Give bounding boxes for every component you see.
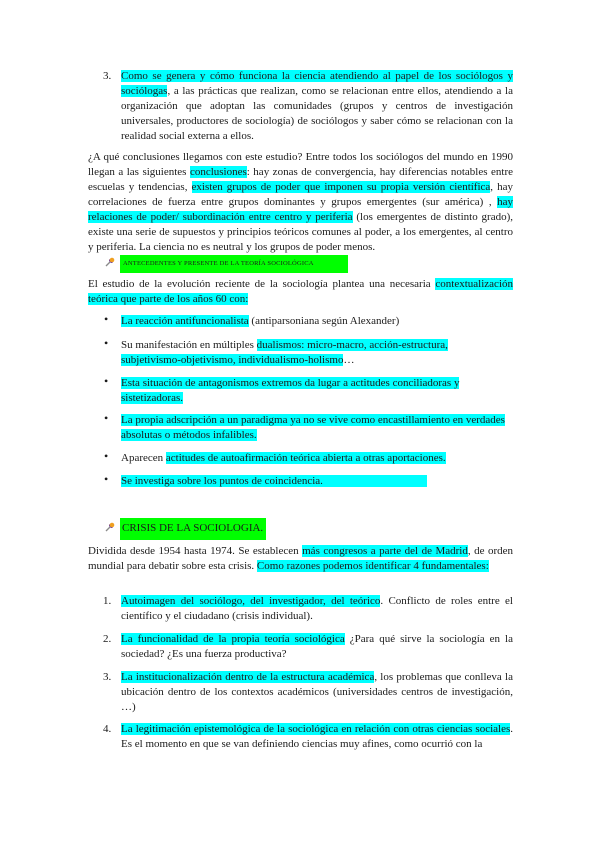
highlight: Se investiga sobre los puntos de coincidencia.	[121, 475, 427, 487]
text: ¿A qué conclusiones llegamos con este estudio? Entre todos los sociólogos del mundo en 1990 llegan a las siguientes	[88, 151, 513, 178]
bullet-dot: •	[104, 374, 109, 388]
text: . Conflicto de roles entre el científico y el ciudadano (crisis individual).	[121, 595, 513, 622]
highlight: La funcionalidad de la propia teoría sociológica	[121, 633, 345, 645]
text: , los problemas que conlleva la ubicación dentro de los contextos académicos (universidades centros de investigación, …)	[121, 671, 513, 713]
bullet-item	[121, 413, 513, 443]
text: : hay zonas de convergencia, hay diferencias notables entre escuelas y tendencias,	[88, 166, 513, 193]
highlight: más congresos a parte del de Madrid	[302, 545, 468, 557]
section-heading	[104, 518, 266, 540]
highlight: Como razones podemos identificar 4 fundamentales:	[256, 560, 489, 572]
highlight: conclusiones	[189, 166, 247, 178]
bullet-item	[121, 474, 513, 489]
paragraph	[88, 277, 513, 307]
highlight: Esta situación de antagonismos extremos da lugar a actitudes conciliadoras y sistetizadoras.	[121, 377, 460, 404]
list-item-text	[121, 722, 513, 752]
highlight: La legitimación epistemológica de la sociológica en relación con otras ciencias sociales	[121, 723, 511, 735]
text: Dividida desde 1954 hasta 1974. Se establecen	[88, 545, 303, 557]
text: (antiparsoniana según Alexander)	[248, 315, 400, 327]
section-heading	[104, 255, 348, 273]
list-item-text	[121, 594, 513, 624]
list-item-text	[121, 69, 513, 144]
highlight: actitudes de autoafirmación teórica abierta a otras aportaciones.	[165, 452, 446, 464]
list-number: 4.	[103, 723, 112, 735]
bullet-dot: •	[104, 449, 109, 463]
highlight: dualismos: micro-macro, acción-estructura, subjetivismo-objetivismo, individualismo-holismo	[121, 339, 448, 366]
text: , de orden mundial para debatir sobre esta crisis.	[88, 545, 513, 572]
text: , hay correlaciones de fuerza entre grupos dominantes y grupos emergentes (sur américa) ,	[88, 181, 514, 208]
highlight: Autoimagen del sociólogo, del investigador, del teórico	[121, 595, 381, 607]
list-number: 3.	[103, 70, 112, 82]
bullet-dot: •	[104, 336, 109, 350]
text: Su manifestación en múltiples	[121, 339, 257, 351]
pushpin-icon	[104, 256, 116, 273]
list-number: 1.	[103, 595, 112, 607]
list-number: 2.	[103, 633, 112, 645]
text: Aparecen	[121, 452, 166, 464]
highlight: Como se genera y cómo funciona la ciencia atendiendo al papel de los sociólogos y sociólogas	[121, 70, 513, 97]
text: El estudio de la evolución reciente de la sociología plantea una necesaria	[88, 278, 436, 290]
heading-text: CRISIS DE LA SOCIOLOGIA.	[120, 518, 266, 540]
text: . Es el momento en que se van definiendo ciencias muy afines, como ocurrió con la	[121, 723, 513, 750]
highlight: La institucionalización dentro de la estructura académica	[121, 671, 375, 683]
text: …	[343, 354, 355, 366]
highlight: existen grupos de poder que imponen su propia versión científica	[191, 181, 491, 193]
bullet-dot: •	[104, 312, 109, 326]
highlight: La propia adscripción a un paradigma ya no se vive como encastillamiento en verdades absolutas o métodos infalibles.	[121, 414, 505, 441]
paragraph	[88, 544, 513, 574]
heading-text: ANTECEDENTES Y PRESENTE DE LA TEORÍA SOCIOLÓGICA	[120, 255, 348, 273]
pushpin-icon	[104, 521, 116, 538]
text: ¿Para qué sirve la sociología en la sociedad? ¿Es una fuerza productiva?	[121, 633, 514, 660]
bullet-dot: •	[104, 411, 109, 425]
bullet-item	[121, 338, 461, 368]
highlight: contextualización teórica que parte de los años 60 con:	[88, 278, 513, 305]
list-number: 3.	[103, 671, 112, 683]
bullet-dot: •	[104, 472, 109, 486]
bullet-item	[121, 376, 461, 406]
list-item-text	[121, 670, 513, 715]
text: (los emergentes de distinto grado), existe una serie de supuestos y principios teóricos comunes al poder, a los emergentes, al centro y periferia. La ciencia no es neutral y los grupos de poder menos.	[88, 211, 513, 253]
bullet-item	[121, 451, 513, 466]
highlight: La reacción antifuncionalista	[121, 315, 249, 327]
paragraph	[88, 150, 513, 255]
list-item-text	[121, 632, 513, 662]
highlight: hay relaciones de poder/ subordinación entre centro y periferia	[88, 196, 513, 223]
bullet-item	[121, 314, 513, 329]
text: , a las prácticas que realizan, como se relacionan entre ellos, atendiendo a la organización que adoptan las comunidades (grupos y centros de investigación universales, productores de sociología) de sociólogos y saber cómo se relacionan con la realidad social externa a ellos.	[121, 85, 513, 142]
